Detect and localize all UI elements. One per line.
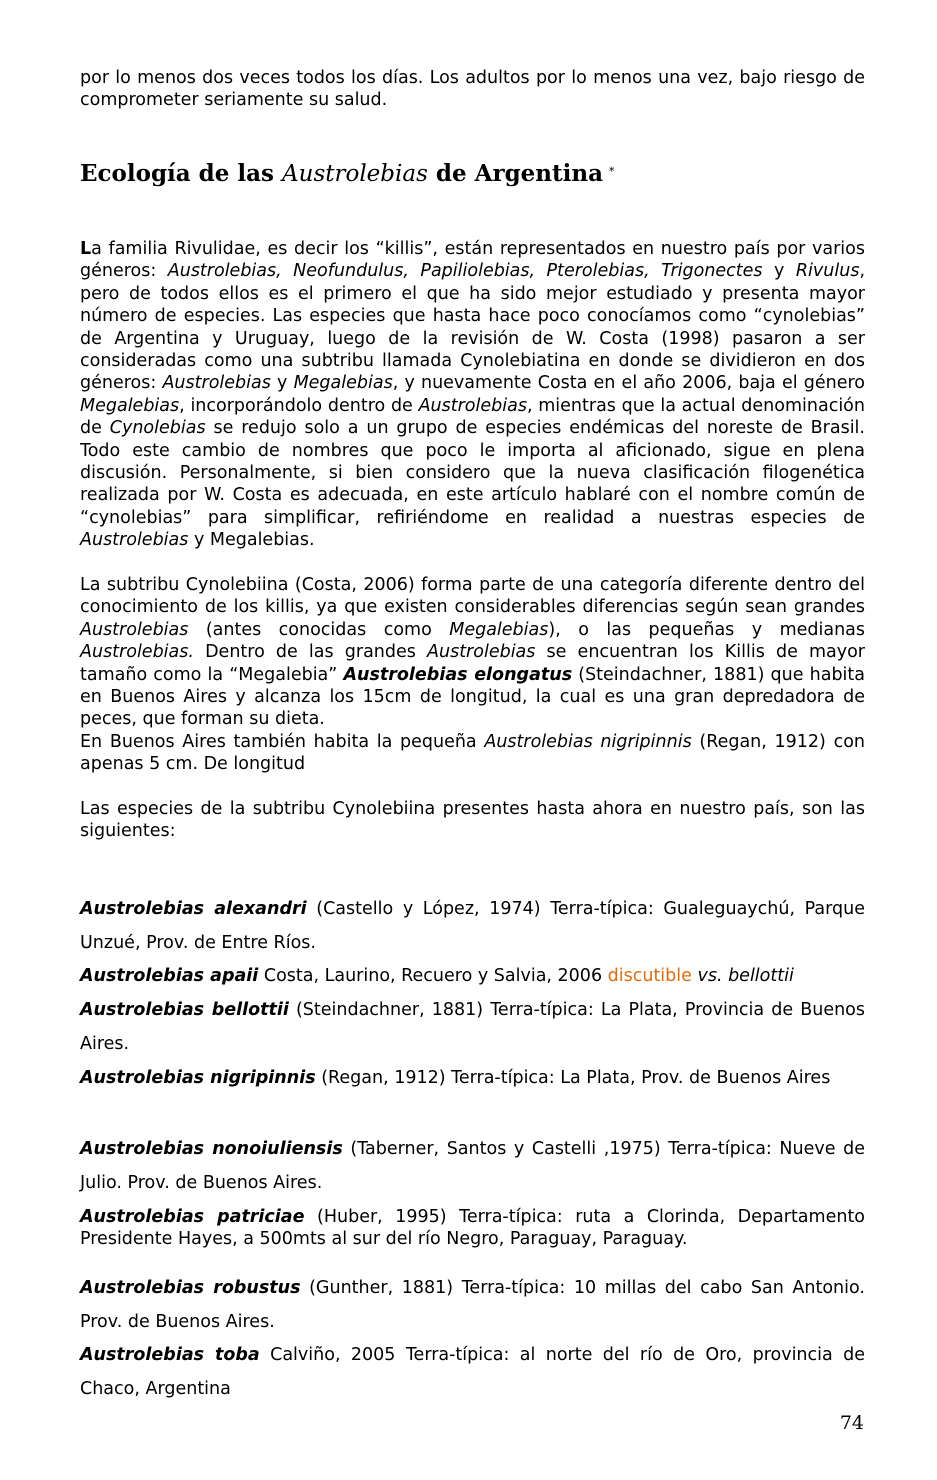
paragraph-cynolebiina: La subtribu Cynolebiina (Costa, 2006) forma parte de una categoría diferente dentro del conocimiento de los killis, ya que existen considerables diferencias según sean grandes Austrolebias (antes conocidas como Megalebias), o las pequeñas y medianas Austrolebias. Dentro de las grandes Austrolebias se encuentran los Killis de mayor tamaño como la “Megalebia” Austrolebias elongatus (Steindachner, 1881) que habita en Buenos Aires y alcanza los 15cm de longitud, la cual es una gran depredadora de peces, que forman su dieta. En Buenos Aires también habita la pequeña Austrolebias nigripinnis (Regan, 1912) con apenas 5 cm. De longitud — [80, 575, 866, 775]
species-entry: Austrolebias patriciae (Huber, 1995) Terra-típica: ruta a Clorinda, Departamento Presidente Hayes, a 500mts al sur del río Negro, Paraguay, Paraguay. — [80, 1207, 866, 1250]
species-entry: Austrolebias alexandri (Castello y López, 1974) Terra-típica: Gualeguaychú, Parque Unzué, Prov. de Entre Ríos. — [80, 899, 865, 953]
species-entry: Austrolebias nigripinnis (Regan, 1912) Terra-típica: La Plata, Prov. de Buenos Aires — [80, 1068, 831, 1088]
species-entry: Austrolebias toba Calviño, 2005 Terra-típica: al norte del río de Oro, provincia de Chaco, Argentina — [80, 1345, 866, 1399]
paragraph-rivulidae: La familia Rivulidae, es decir los “killis”, están representados en nuestro país por varios géneros: Austrolebias, Neofundulus, Papiliolebias, Pterolebias, Trigonectes y Rivulus, pero de todos ellos es el primero el que ha sido mejor estudiado y presenta mayor número de especies. Las especies que hasta hace poco conocíamos como “cynolebias” de Argentina y Uruguay, luego de la revisión de W. Costa (1998) pasaron a ser consideradas como una subtribu llamada Cynolebiatina en donde se dividieron en dos géneros: Austrolebias y Megalebias, y nuevamente Costa en el año 2006, baja el género Megalebias, incorporándolo dentro de Austrolebias, mientras que la actual denominación de Cynolebias se redujo solo a un grupo de especies endémicas del noreste de Brasil. Todo este cambio de nombres que poco le importa al aficionado, sigue en plena discusión. Personalmente, si bien considero que la nueva clasificación filogenética realizada por W. Costa es adecuada, en este artículo hablaré con el nombre común de “cynolebias” para simplificar, refiriéndome en realidad a nuestras especies de Austrolebias y Megalebias. — [80, 239, 866, 551]
drop-cap: L — [80, 239, 92, 259]
section-heading: Ecología de las Austrolebias de Argentina * — [80, 160, 615, 187]
species-entry: Austrolebias nonoiuliensis (Taberner, Santos y Castelli ,1975) Terra-típica: Nueve de Julio. Prov. de Buenos Aires. — [80, 1139, 865, 1193]
species-entry: Austrolebias bellottii (Steindachner, 1881) Terra-típica: La Plata, Provincia de Buenos Aires. — [80, 1000, 865, 1054]
paragraph-species-intro: Las especies de la subtribu Cynolebiina presentes hasta ahora en nuestro país, son las siguientes: — [80, 799, 865, 842]
heading-footnote-mark: * — [609, 165, 615, 178]
discutible-note: discutible — [607, 966, 692, 986]
heading-genus: Austrolebias — [282, 161, 428, 187]
species-entry: Austrolebias apaii Costa, Laurino, Recuero y Salvia, 2006 discutible vs. bellottii — [80, 966, 794, 986]
intro-paragraph: por lo menos dos veces todos los días. Los adultos por lo menos una vez, bajo riesgo de comprometer seriamente su salud. — [80, 68, 865, 111]
page-number: 74 — [839, 1412, 864, 1434]
species-entry: Austrolebias robustus (Gunther, 1881) Terra-típica: 10 millas del cabo San Antonio. Prov. de Buenos Aires. — [80, 1278, 865, 1332]
